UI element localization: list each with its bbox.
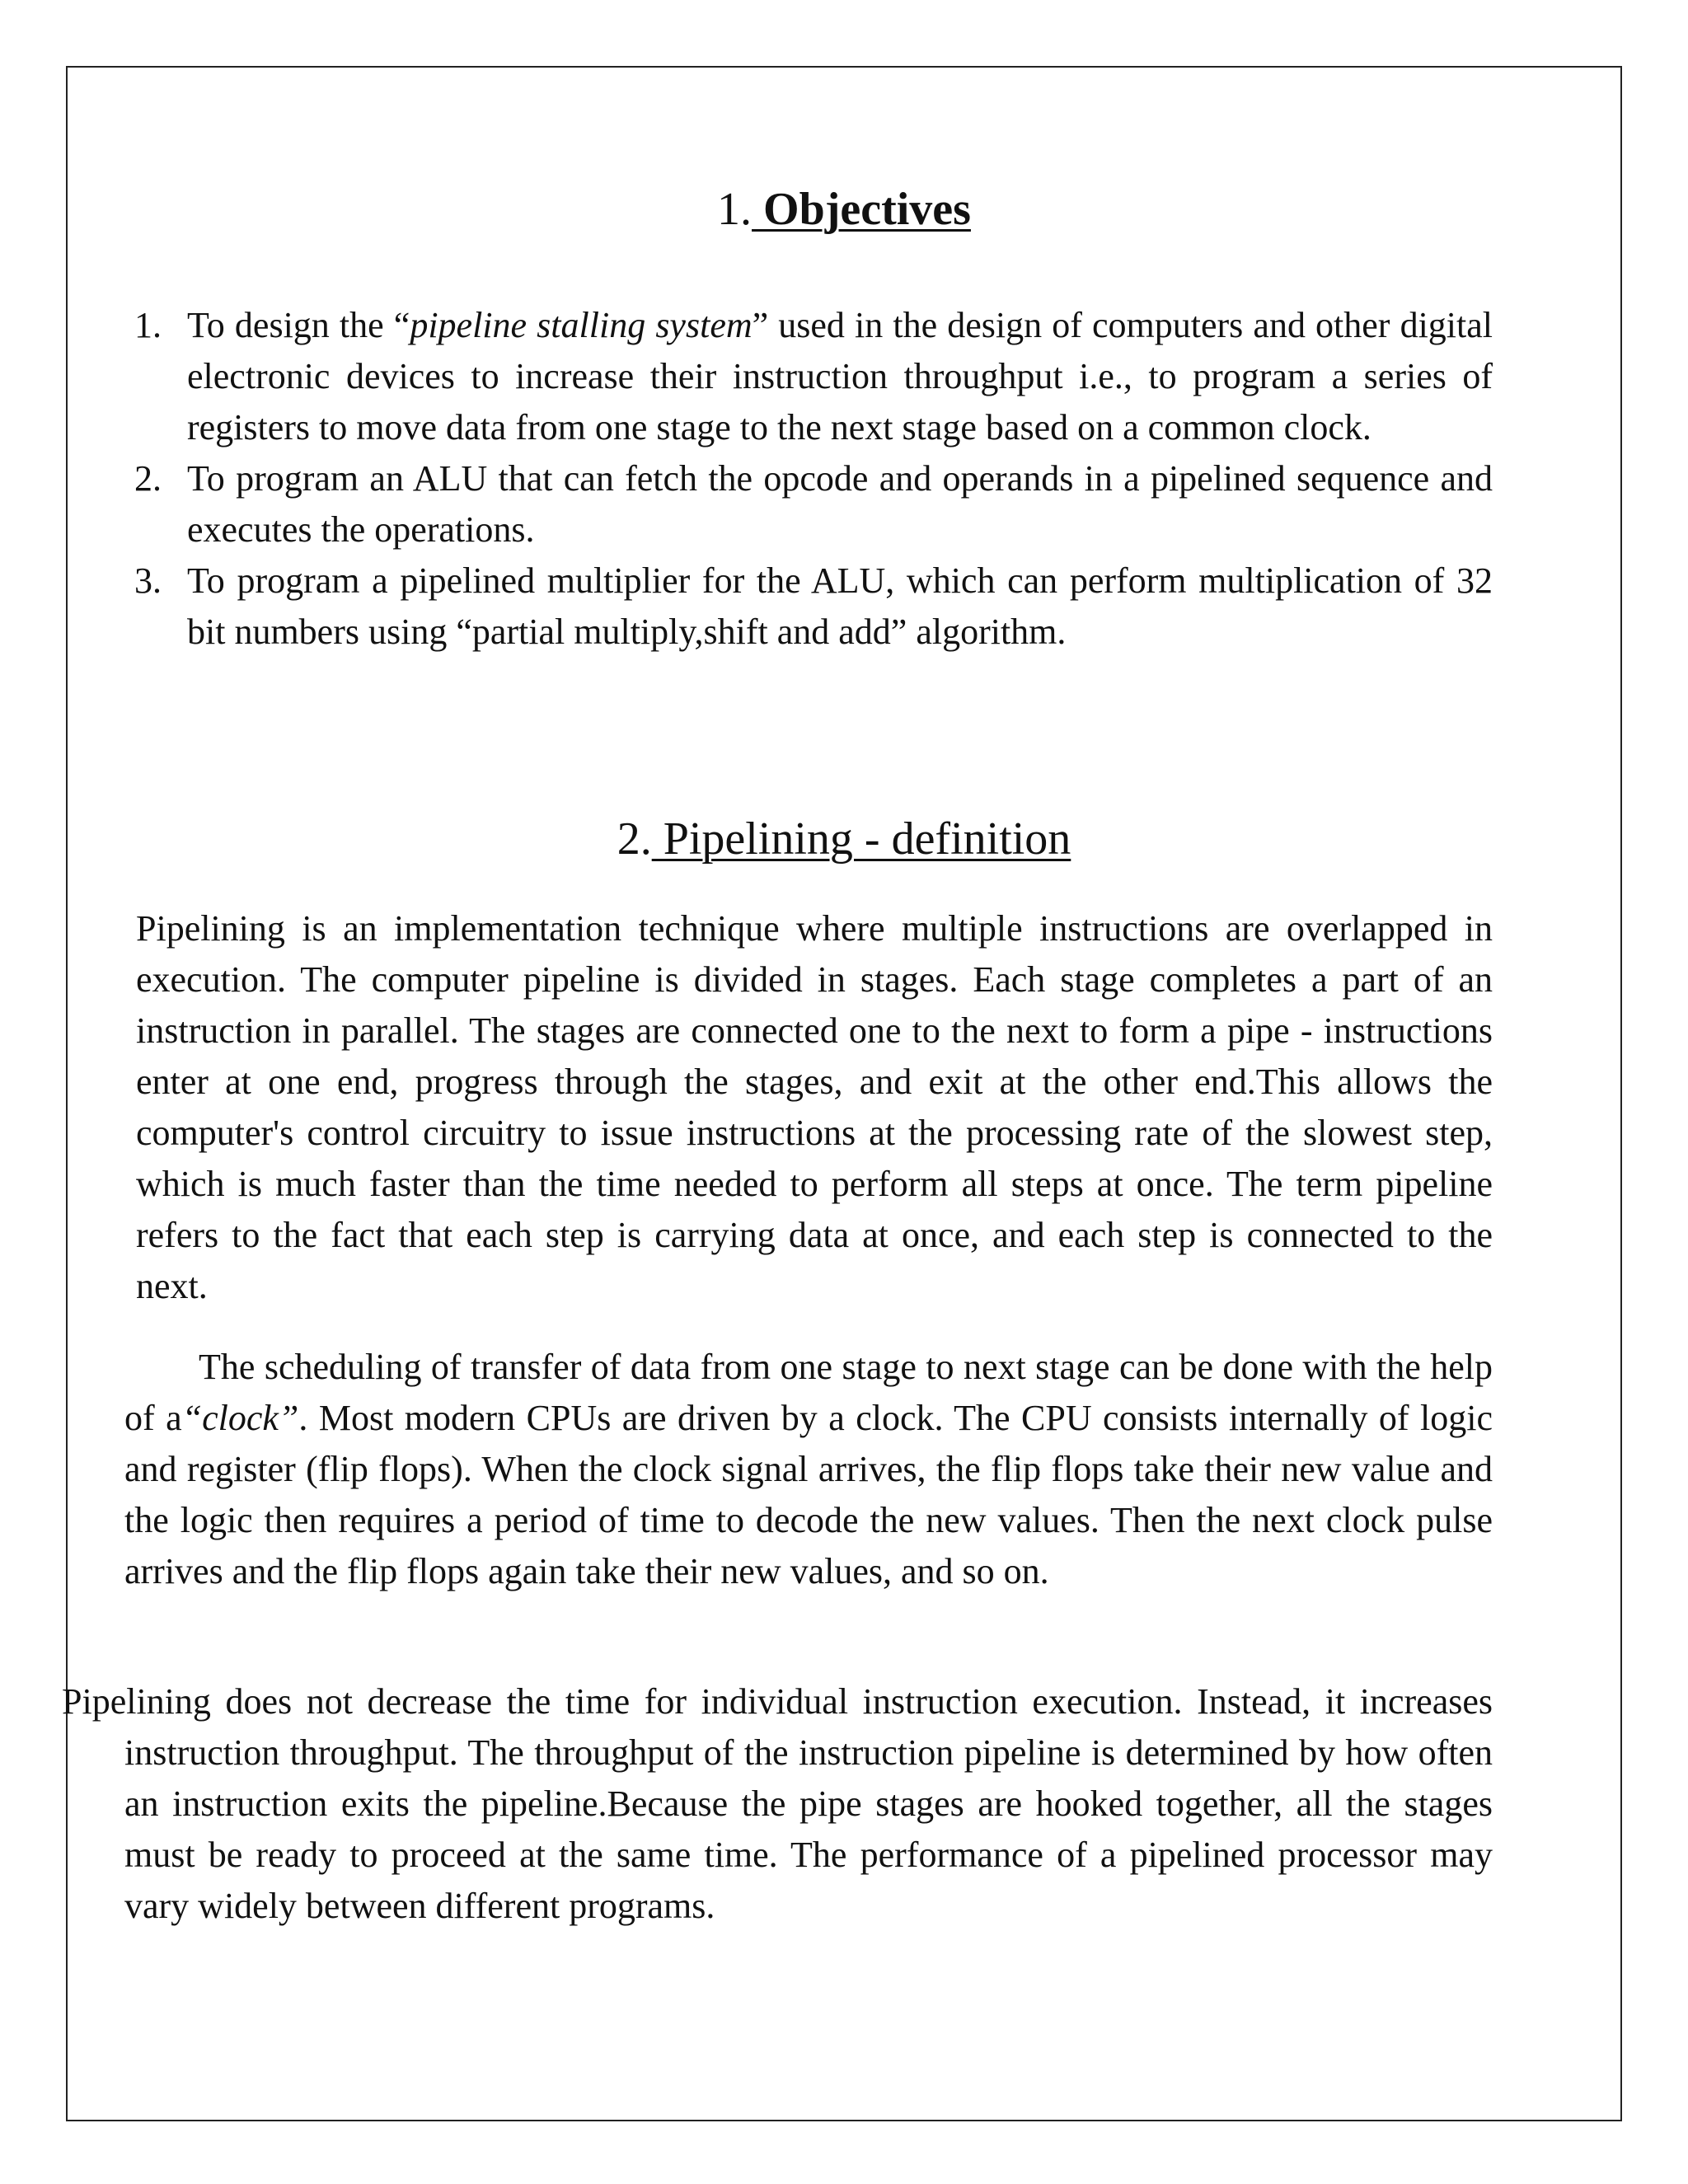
paragraph-throughput: Pipelining does not decrease the time for individual instruction execution. Instead, it increases instruction throughput. The throughput of the instruction pipeline is determined by how often an instruction exits the pipeline.Because the pipe stages are hooked together, all the stages must be ready to proceed at the same time. The performance of a pipelined processor may vary widely between different programs.: [62, 1681, 1493, 1926]
pipelining-heading: [0, 814, 1688, 865]
list-item: [134, 555, 1493, 658]
item-text: To program a pipelined multiplier for the ALU, which can perform multiplication of 32 bit numbers using “partial multiply,shift and add” algorithm.: [187, 560, 1493, 652]
list-marker: 1.: [134, 305, 162, 345]
list-marker: 3.: [134, 560, 162, 601]
heading-title: Pipelining - definition: [651, 813, 1071, 865]
heading-number: 1.: [717, 184, 753, 235]
objectives-list: [134, 300, 1493, 658]
paragraph-definition: Pipelining is an implementation technique where multiple instructions are overlapped in execution. The computer pipeline is divided in stages. Each stage completes a part of an instruction in parallel. The stages are connected one to the next to form a pipe - instructions enter at one end, progress through the stages, and exit at the other end.This allows the computer's control circuitry to issue instructions at the processing rate of the slowest step, which is much faster than the time needed to perform all steps at once. The term pipeline refers to the fact that each step is carrying data at once, and each step is connected to the next.: [136, 908, 1493, 1306]
paragraph-clock: [124, 1342, 1493, 1597]
item-text-after: ” used in the design of computers and other digital electronic devices to increase their instruction throughput i.e., to program a series of registers to move data from one stage to the next stage based on a common clock.: [187, 305, 1493, 448]
heading-number: 2.: [617, 813, 652, 865]
paragraph-text-italic: “clock”: [181, 1398, 299, 1438]
item-text: To program an ALU that can fetch the opcode and operands in a pipelined sequence and executes the operations.: [187, 458, 1493, 550]
item-text-italic: pipeline stalling system: [410, 305, 753, 345]
item-text-before: To design the “: [187, 305, 410, 345]
list-item: [134, 300, 1493, 453]
paragraph-text-before: The scheduling of transfer of data from one stage to next stage can be done with the help of a: [124, 1347, 1493, 1438]
paragraph-text-after: . Most modern CPUs are driven by a clock. The CPU consists internally of logic and register (flip flops). When the clock signal arrives, the flip flops take their new value and the logic then requires a period of time to decode the new values. Then the next clock pulse arrives and the flip flops again take their new values, and so on.: [124, 1398, 1493, 1591]
objectives-heading: [0, 185, 1688, 236]
list-item: [134, 453, 1493, 555]
heading-title: Objectives: [752, 184, 971, 235]
list-marker: 2.: [134, 458, 162, 499]
